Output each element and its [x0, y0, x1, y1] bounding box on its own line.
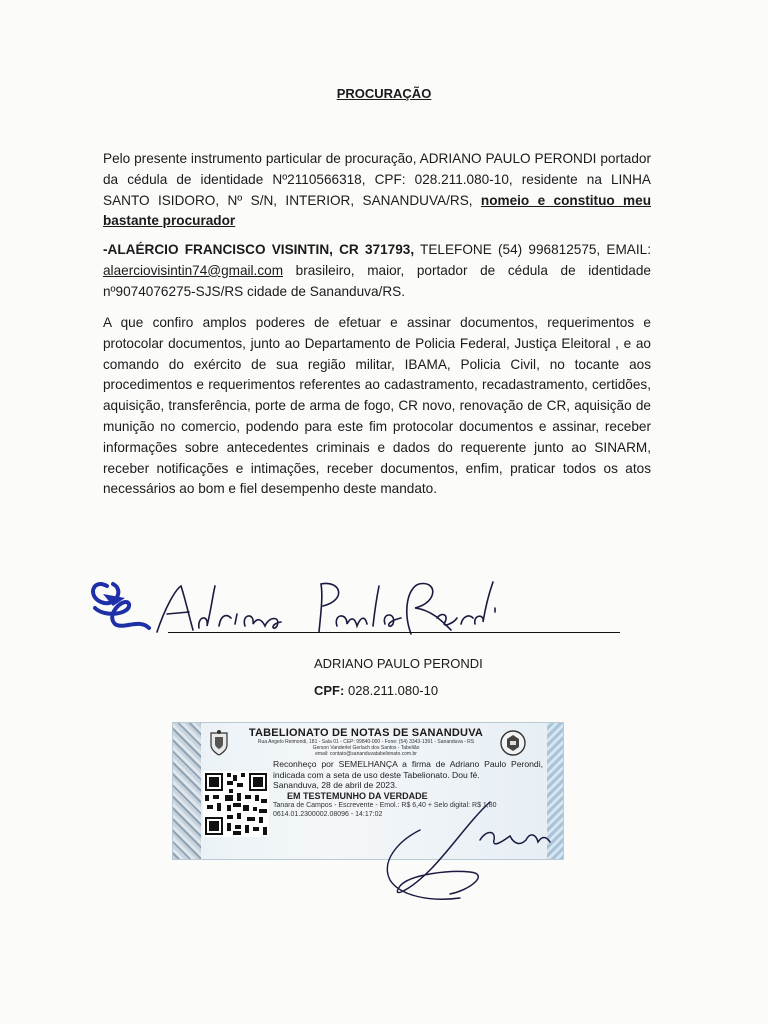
clerk-and-fees: Tanara de Campos - Escrevente - Emol.: R$ 6,40 + Selo digital: R$ 1,80: [273, 802, 497, 810]
paragraph-attorney: [103, 240, 651, 302]
attorney-email-link[interactable]: alaerciovisintin74@gmail.com: [103, 262, 284, 278]
notary-address: Rua Angelo Reimondi, 181 - Sala 01 - CEP: 99840-000 - Fone: (54) 3343-1391 - Sananduva - RS: [257, 739, 475, 745]
state-coat-of-arms-icon: [207, 729, 231, 757]
signer-cpf: [314, 683, 438, 698]
grantor-appointment: nomeio e constituo meu bastante procurador: [103, 192, 651, 229]
attorney-contact: TELEFONE (54) 996812575, EMAIL:: [414, 242, 651, 257]
cpf-value: 028.211.080-10: [347, 683, 439, 698]
handwritten-signature: [85, 568, 505, 648]
signature-line: [168, 632, 620, 633]
notary-name: Gerson Vanderlei Gerlach dos Santos - Tabelião: [312, 745, 420, 751]
seal-header: [235, 727, 497, 757]
testemunho-line: EM TESTEMUNHO DA VERDADE: [287, 790, 428, 801]
qr-code-icon: [203, 771, 269, 837]
digital-seal-code: 0614.01.2300002.08096 - 14:17:02: [273, 811, 383, 819]
signer-name: ADRIANO PAULO PERONDI: [314, 656, 483, 671]
document-title: PROCURAÇÃO: [336, 86, 432, 101]
recognition-date: Sananduva, 28 de abril de 2023.: [273, 780, 398, 791]
notary-email: email: contato@sananduvatabelionato.com.br: [315, 751, 417, 757]
notary-office-name: TABELIONATO DE NOTAS DE SANANDUVA: [248, 727, 484, 739]
attorney-details: brasileiro, maior, portador de cédula de identidade nº9074076275-SJS/RS cidade de Sananduva/RS.: [103, 262, 651, 299]
notary-signature: [360, 790, 560, 910]
paragraph-powers: A que confiro amplos poderes de efetuar e assinar documentos, requerimentos e protocolar documentos, junto ao Departamento de Policia Federal, Justiça Eleitoral , e ao comando do exército de sua região militar, IBAMA, Policia Civil, no tocante aos procedimentos e requerimentos referentes ao cadastramento, recadastramento, certidões, aquisição, transferência, porte de arma de fogo, CR novo, renovação de CR, aquisição de munição no comercio, podendo para este fim protocolar documentos e assinar, receber informações sobre antecedentes criminais e dados do requerente junto ao SINARM, receber notificações e intimações, receber documentos, enfim, praticar todos os atos necessários ao bom e fiel desempenho deste mandato.: [103, 315, 651, 497]
cpf-label: CPF:: [314, 683, 345, 698]
paragraph-grantor: [103, 149, 651, 232]
recognition-statement: Reconheço por SEMELHANÇA a firma de Adriano Paulo Perondi, indicada com a seta de uso deste Tabelionato. Dou fé.: [273, 759, 543, 780]
grantor-text: Pelo presente instrumento particular de procuração, ADRIANO PAULO PERONDI portador da cédula de identidade Nº2110566318, CPF: 028.211.080-10, residente na LINHA SANTO ISIDORO, Nº S/N, INTERIOR, SANANDUVA/RS,: [103, 151, 651, 208]
attorney-name: -ALAÉRCIO FRANCISCO VISINTIN, CR 371793,: [103, 242, 415, 257]
hologram-strip: [173, 723, 201, 859]
notary-emblem-icon: [499, 729, 527, 757]
